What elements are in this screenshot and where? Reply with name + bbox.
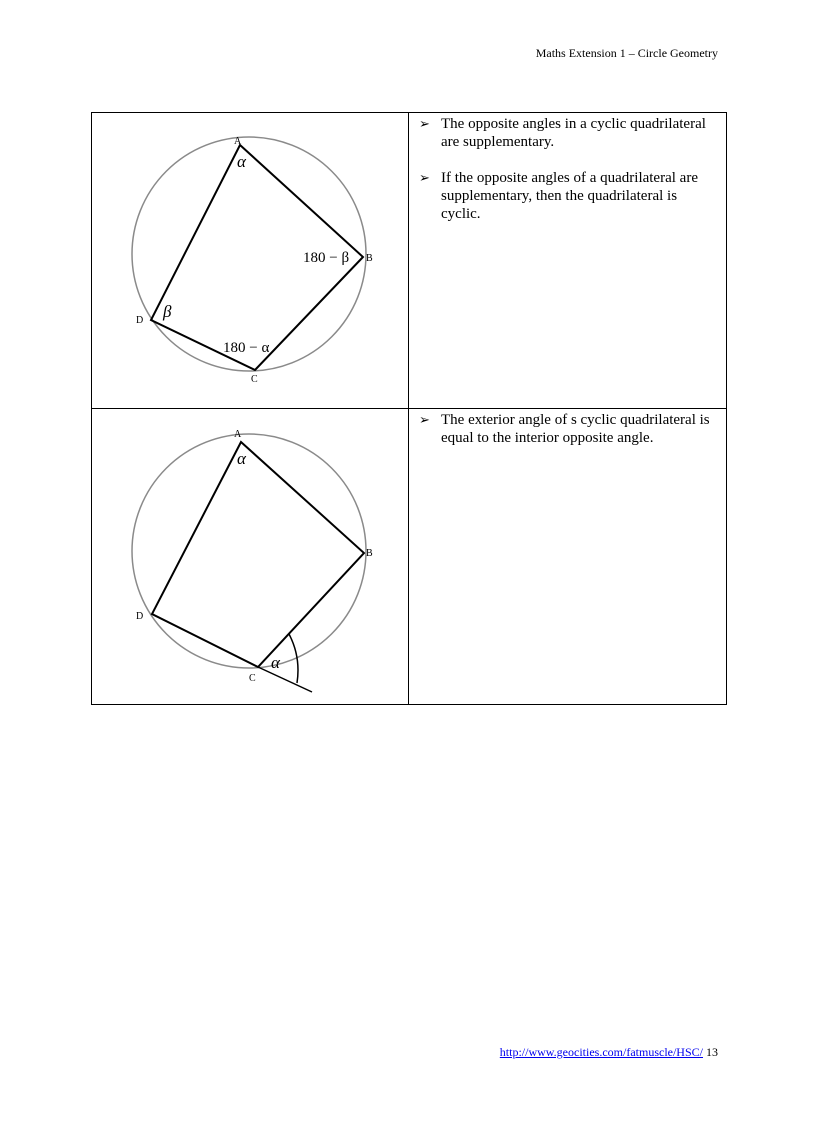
diagram-cell-1 xyxy=(92,113,409,409)
vertex-label-d: D xyxy=(136,611,144,622)
cyclic-quadrilateral-diagram xyxy=(92,113,408,408)
vertex-label-b: B xyxy=(366,253,373,264)
theorem-table xyxy=(91,112,727,705)
angle-label-d: β xyxy=(163,302,172,321)
vertex-label-a: A xyxy=(234,136,242,147)
angle-label-b: 180 − β xyxy=(303,250,350,266)
diagram-cell-2 xyxy=(92,409,409,705)
text-cell-2 xyxy=(409,409,727,705)
page-number: 13 xyxy=(706,1045,718,1059)
angle-label-a: α xyxy=(237,449,246,468)
circle xyxy=(132,434,366,668)
source-link[interactable]: http://www.geocities.com/fatmuscle/HSC/ xyxy=(499,1045,703,1059)
vertex-label-b: B xyxy=(366,548,373,559)
angle-label-c: 180 − α xyxy=(223,340,270,356)
list-item: ➢ The opposite angles in a cyclic quadrilateral are supplementary. xyxy=(419,116,706,150)
vertex-label-c: C xyxy=(251,374,258,385)
theorem-list-1 xyxy=(409,113,726,223)
vertex-label-c: C xyxy=(249,673,256,684)
page-footer xyxy=(500,1045,718,1060)
vertex-label-d: D xyxy=(136,315,144,326)
arrow-bullet-icon: ➢ xyxy=(419,170,430,185)
text-cell-1 xyxy=(409,113,727,409)
page-header: Maths Extension 1 – Circle Geometry xyxy=(535,46,718,60)
exterior-angle-label: α xyxy=(271,653,280,672)
arrow-bullet-icon: ➢ xyxy=(419,116,430,131)
arrow-bullet-icon: ➢ xyxy=(419,412,430,427)
list-item: ➢ If the opposite angles of a quadrilateral are supplementary, then the quadrilateral is cyclic. xyxy=(419,170,698,222)
exterior-angle-diagram xyxy=(92,409,408,704)
table-row xyxy=(92,409,727,705)
angle-label-a: α xyxy=(237,152,246,171)
extended-side-dc xyxy=(258,667,312,692)
list-item: ➢ The exterior angle of s cyclic quadrilateral is equal to the interior opposite angle. xyxy=(419,412,710,446)
table-row xyxy=(92,113,727,409)
vertex-label-a: A xyxy=(234,429,242,440)
theorem-list-2 xyxy=(409,409,726,447)
